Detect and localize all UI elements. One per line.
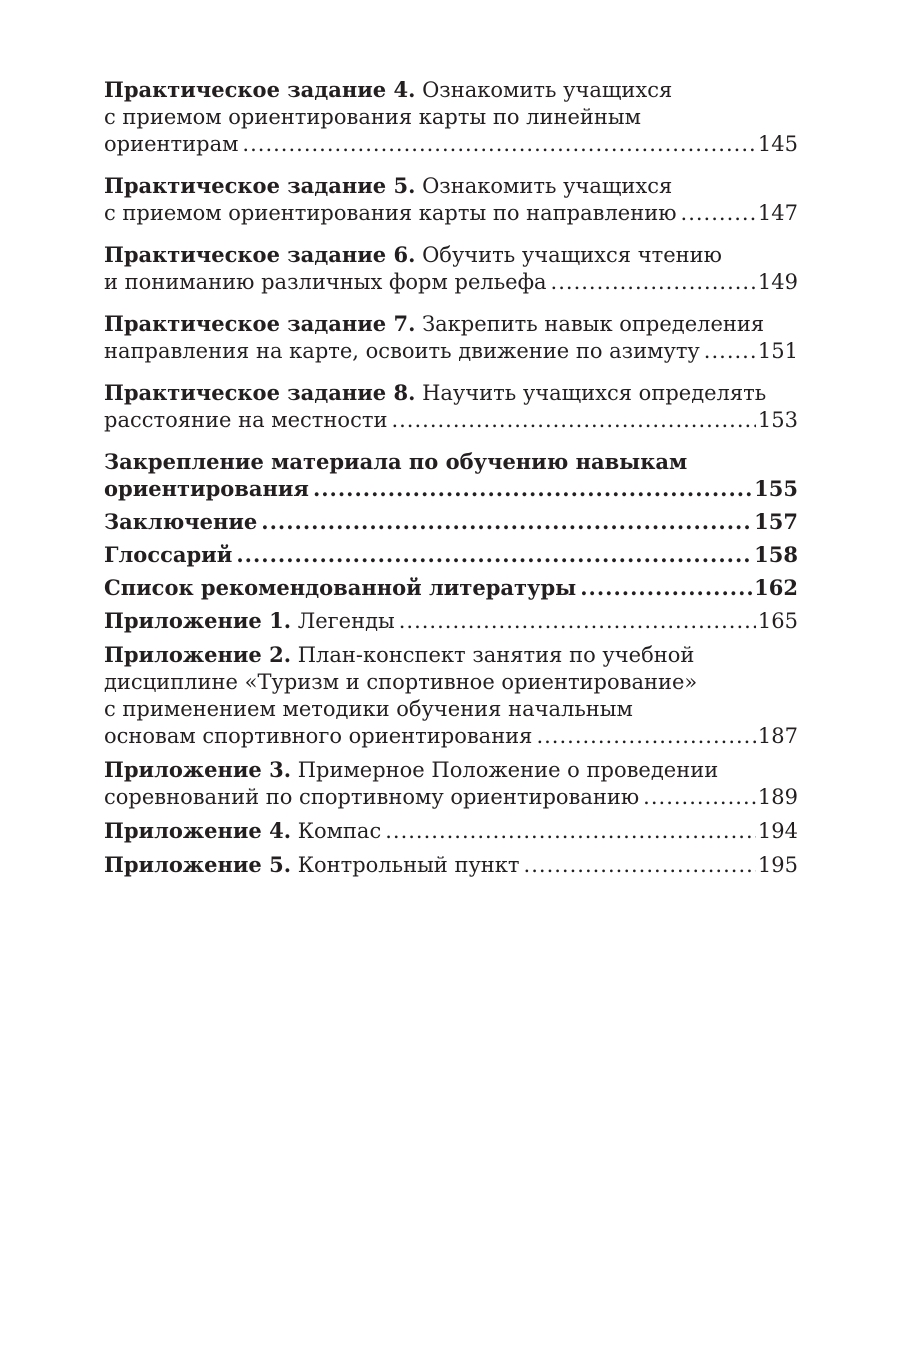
dot-leader: [681, 200, 756, 227]
toc-entry-text: Примерное Положение о проведении: [297, 758, 719, 782]
toc-entry-references[interactable]: [104, 574, 798, 601]
page-number: 162: [754, 575, 798, 600]
toc-entry-last-line: [104, 723, 798, 750]
toc-entry-text: и пониманию различных форм рельефа: [104, 270, 547, 294]
toc-entry-last-line: [104, 784, 798, 811]
dot-leader: [399, 608, 756, 635]
toc-entry-text: Ознакомить учащихся: [422, 174, 673, 198]
page-number: 147: [757, 201, 798, 225]
toc-entry-lead: Приложение 2.: [104, 642, 292, 667]
toc-entry-line: [104, 172, 798, 200]
toc-entry-line: [104, 379, 798, 407]
toc-entry-text: ориентирования: [104, 476, 309, 501]
toc-entry-practical-task-6[interactable]: [104, 241, 798, 296]
page-number: 189: [757, 785, 798, 809]
toc-entry-text: с применением методики обучения начальным: [104, 697, 633, 721]
toc-entry-last-line: [104, 407, 798, 434]
page-number: 155: [754, 476, 798, 501]
toc-entry-text: расстояние на местности: [104, 408, 388, 432]
toc-entry-line: [104, 76, 798, 104]
dot-leader: [536, 723, 755, 750]
toc-entry-appendix-5[interactable]: [104, 851, 798, 879]
toc-entry-lead: Практическое задание 6.: [104, 242, 416, 267]
page-number: 153: [757, 408, 798, 432]
toc-entry-practical-task-8[interactable]: [104, 379, 798, 434]
toc-entry-text: Научить учащихся определять: [422, 381, 767, 405]
dot-leader: [524, 852, 756, 879]
toc-entry-lead: Практическое задание 7.: [104, 311, 416, 336]
toc-entry-line: [104, 310, 798, 338]
toc-entry-glossary[interactable]: [104, 541, 798, 568]
dot-leader: [580, 574, 752, 601]
toc-entry-practical-task-7[interactable]: [104, 310, 798, 365]
page-number: 145: [757, 132, 798, 156]
toc-entry-last-line: [104, 508, 798, 535]
toc-entry-last-line: [104, 200, 798, 227]
toc-entry-reinforcement[interactable]: [104, 448, 798, 502]
table-of-contents: [104, 76, 798, 879]
page-number: 195: [757, 853, 798, 877]
page-number: 157: [754, 509, 798, 534]
toc-entry-line: [104, 756, 798, 784]
toc-entry-last-line: [104, 475, 798, 502]
toc-entry-text: ориентирам: [104, 132, 239, 156]
toc-entry-appendix-2[interactable]: [104, 641, 798, 750]
toc-entry-last-line: [104, 338, 798, 365]
toc-entry-text: План-конспект занятия по учебной: [297, 643, 695, 667]
toc-entry-text: основам спортивного ориентирования: [104, 724, 533, 748]
toc-entry-lead: Приложение 5.: [104, 852, 292, 877]
toc-entry-last-line: [104, 541, 798, 568]
toc-entry-lead: Приложение 3.: [104, 757, 292, 782]
toc-entry-lead: Приложение 4.: [104, 818, 292, 843]
page-number: 194: [757, 819, 798, 843]
dot-leader: [236, 541, 752, 568]
toc-entry-last-line: [104, 851, 798, 879]
toc-entry-text: Список рекомендованной литературы: [104, 575, 577, 600]
toc-entry-appendix-3[interactable]: [104, 756, 798, 811]
page-number: 151: [757, 339, 798, 363]
toc-entry-appendix-4[interactable]: [104, 817, 798, 845]
page-number: 158: [754, 542, 798, 567]
toc-entry-text: направления на карте, освоить движение по азимуту: [104, 339, 700, 363]
toc-entry-last-line: [104, 574, 798, 601]
toc-entry-text: Легенды: [297, 609, 395, 633]
toc-entry-text-group: [104, 607, 395, 635]
page-number: 187: [757, 724, 798, 748]
dot-leader: [391, 407, 755, 434]
toc-entry-text: Закрепить навык определения: [422, 312, 765, 336]
toc-entry-line: [104, 241, 798, 269]
dot-leader: [242, 131, 755, 158]
dot-leader: [551, 269, 756, 296]
toc-entry-lead: Практическое задание 8.: [104, 380, 416, 405]
dot-leader: [313, 475, 752, 502]
toc-entry-text: Глоссарий: [104, 542, 233, 567]
toc-entry-text: соревнований по спортивному ориентированию: [104, 785, 640, 809]
toc-entry-conclusion[interactable]: [104, 508, 798, 535]
dot-leader: [385, 818, 756, 845]
toc-entry-last-line: [104, 817, 798, 845]
toc-entry-text: Обучить учащихся чтению: [422, 243, 722, 267]
toc-entry-lead: Приложение 1.: [104, 608, 292, 633]
toc-entry-text-group: [104, 817, 381, 845]
toc-entry-text: дисциплине «Туризм и спортивное ориентирование»: [104, 670, 698, 694]
toc-entry-practical-task-5[interactable]: [104, 172, 798, 227]
toc-entry-appendix-1[interactable]: [104, 607, 798, 635]
toc-entry-text: Компас: [297, 819, 382, 843]
toc-entry-text: Контрольный пункт: [297, 853, 520, 877]
toc-entry-line: [104, 641, 798, 669]
dot-leader: [261, 508, 752, 535]
toc-entry-last-line: [104, 131, 798, 158]
toc-entry-lead: Практическое задание 5.: [104, 173, 416, 198]
toc-entry-lead: Практическое задание 4.: [104, 77, 416, 102]
page-number: 165: [757, 609, 798, 633]
toc-entry-text: Закрепление материала по обучению навыкам: [104, 449, 688, 474]
toc-entry-text: с приемом ориентирования карты по линейным: [104, 105, 641, 129]
toc-entry-text: с приемом ориентирования карты по направлению: [104, 201, 677, 225]
page-number: 149: [757, 270, 798, 294]
dot-leader: [643, 784, 756, 811]
dot-leader: [704, 338, 756, 365]
toc-entry-last-line: [104, 607, 798, 635]
toc-entry-text: Заключение: [104, 509, 258, 534]
toc-entry-text-group: [104, 851, 520, 879]
toc-entry-text: Ознакомить учащихся: [422, 78, 673, 102]
toc-entry-practical-task-4[interactable]: [104, 76, 798, 158]
toc-entry-last-line: [104, 269, 798, 296]
